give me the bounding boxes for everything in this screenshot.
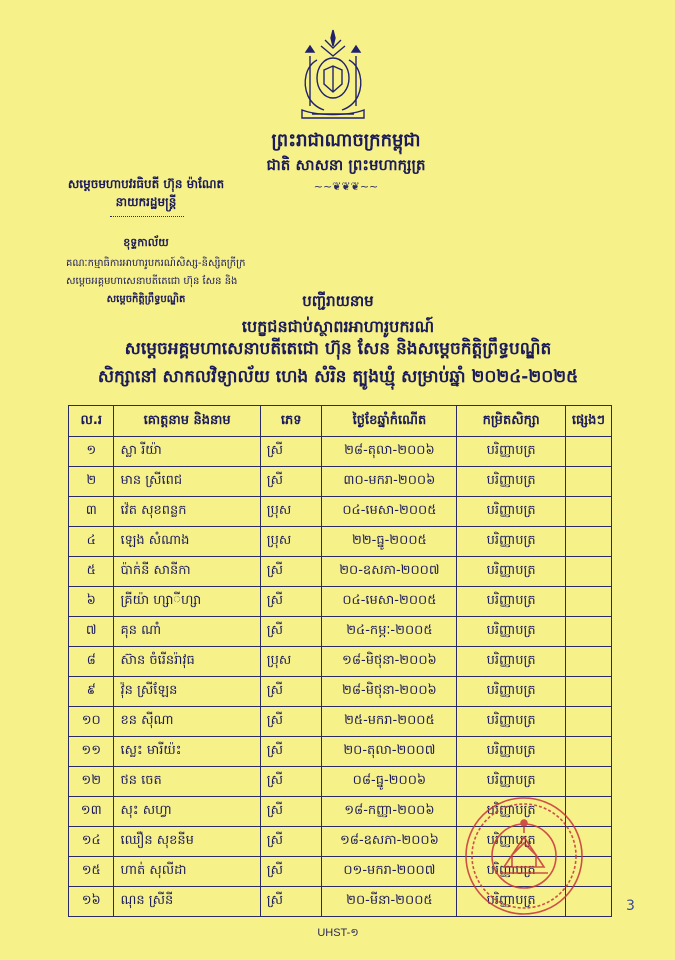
row-dob: ២០-ឧសភា-២០០៧ (322, 557, 457, 587)
footer-code: UHST-១ (317, 927, 359, 939)
row-level: បរិញ្ញាបត្រ (457, 887, 566, 917)
sender-committee: គណៈកម្មាធិការអាហារូបករណ៍សិស្ស-និស្សិតក្រីក្រ (66, 258, 246, 269)
row-dob: ១៨-មិថុនា-២០០៦ (322, 647, 457, 677)
table-row (69, 527, 612, 557)
document-title: បញ្ជីរាយនាម (302, 292, 374, 310)
row-number: ៦ (69, 587, 114, 617)
row-sex: ប្រុស (260, 497, 322, 527)
row-level: បរិញ្ញាបត្រ (457, 527, 566, 557)
document-subtitle: បេក្ខជនជាប់ស្ថាពរអាហារូបករណ៍ (241, 317, 435, 336)
table-row (69, 467, 612, 497)
row-sex: ស្រី (260, 857, 322, 887)
row-dob: ២៥-មករា-២០០៥ (322, 707, 457, 737)
row-number: ១៦ (69, 887, 114, 917)
row-dob: ២៨-មិថុនា-២០០៦ (322, 677, 457, 707)
sender-office: ខុទ្ទកាល័យ (123, 236, 169, 249)
row-number: ៩ (69, 677, 114, 707)
official-red-seal-icon (460, 793, 590, 919)
row-sex: ស្រី (260, 797, 322, 827)
row-level: បរិញ្ញាបត្រ (457, 737, 566, 767)
header-name: គោត្តនាម និងនាម (114, 406, 260, 437)
row-number: ៨ (69, 647, 114, 677)
row-other (565, 437, 611, 467)
row-level: បរិញ្ញាបត្រ (457, 437, 566, 467)
row-other (565, 707, 611, 737)
row-name: ថន ចេត (114, 767, 260, 797)
sender-committee-line3: សម្តេចកិត្តិព្រឹទ្ធបណ្ឌិត (106, 294, 186, 305)
row-name: ស្លា រីយ៉ា (114, 437, 260, 467)
table-row (69, 617, 612, 647)
kingdom-title: ព្រះរាជាណាចក្រកម្ពុជា (271, 130, 421, 151)
row-sex: ស្រី (260, 677, 322, 707)
header-sex: ភេទ (260, 406, 322, 437)
row-level: បរិញ្ញាបត្រ (457, 827, 566, 857)
row-level: បរិញ្ញាបត្រ (457, 647, 566, 677)
row-number: ២ (69, 467, 114, 497)
table-row (69, 677, 612, 707)
row-level: បរិញ្ញាបត្រ (457, 587, 566, 617)
row-sex: ស្រី (260, 827, 322, 857)
row-sex: ស្រី (260, 767, 322, 797)
row-dob: ០១-មករា-២០០៧ (322, 857, 457, 887)
row-dob: ០៤-មេសា-២០០៥ (322, 587, 457, 617)
table-row (69, 767, 612, 797)
header-other: ផ្សេងៗ (565, 406, 611, 437)
row-other (565, 467, 611, 497)
sender-divider (110, 216, 184, 217)
table-row (69, 497, 612, 527)
row-sex: ស្រី (260, 437, 322, 467)
row-name: ប៉ាក់នី សានីកា (114, 557, 260, 587)
document-subtitle-line3: សិក្សានៅ សាកលវិទ្យាល័យ ហេង សំរិន ត្បូងឃ្មុំ សម្រាប់ឆ្នាំ ២០២៤-២០២៥ (97, 367, 579, 387)
row-name: មាន ស្រីពេជ (114, 467, 260, 497)
row-level: បរិញ្ញាបត្រ (457, 767, 566, 797)
row-other (565, 587, 611, 617)
row-name: គុន ណាំ (114, 617, 260, 647)
table-header-row (69, 406, 612, 437)
table-row (69, 587, 612, 617)
row-sex: ស្រី (260, 467, 322, 497)
row-level: បរិញ្ញាបត្រ (457, 857, 566, 887)
row-sex: ស្រី (260, 557, 322, 587)
row-name: ខន ស៊ីណា (114, 707, 260, 737)
row-dob: ២២-ធ្នូ-២០០៥ (322, 527, 457, 557)
row-name: ហាត់ សុលីដា (114, 857, 260, 887)
row-dob: ២៤-កម្ភៈ-២០០៥ (322, 617, 457, 647)
row-other (565, 497, 611, 527)
row-sex: ប្រុស (260, 527, 322, 557)
header-number: ល.រ (69, 406, 114, 437)
row-dob: ២៨-តុលា-២០០៦ (322, 437, 457, 467)
row-other (565, 617, 611, 647)
row-level: បរិញ្ញាបត្រ (457, 497, 566, 527)
row-sex: ប្រុស (260, 647, 322, 677)
row-level: បរិញ្ញាបត្រ (457, 617, 566, 647)
row-other (565, 737, 611, 767)
row-name: ឡេង សំណាង (114, 527, 260, 557)
row-dob: ០៤-មេសា-២០០៥ (322, 497, 457, 527)
row-number: ១២ (69, 767, 114, 797)
row-other (565, 647, 611, 677)
row-dob: ២០-មីនា-២០០៥ (322, 887, 457, 917)
table-row (69, 437, 612, 467)
table-row (69, 557, 612, 587)
header-dob: ថ្ងៃខែឆ្នាំកំណើត (322, 406, 457, 437)
header-level: កម្រិតសិក្សា (457, 406, 566, 437)
row-number: ៧ (69, 617, 114, 647)
row-number: ១៤ (69, 827, 114, 857)
row-other (565, 527, 611, 557)
row-name: ណុន ស្រីនី (114, 887, 260, 917)
row-sex: ស្រី (260, 707, 322, 737)
row-dob: ៣០-មករា-២០០៦ (322, 467, 457, 497)
row-sex: ស្រី (260, 617, 322, 647)
row-dob: ១៨-ឧសភា-២០០៦ (322, 827, 457, 857)
table-row (69, 707, 612, 737)
handwritten-page-mark: 3 (626, 898, 635, 914)
row-number: ១ (69, 437, 114, 467)
row-number: ១១ (69, 737, 114, 767)
table-row (69, 647, 612, 677)
row-name: ស៊ាន ចំរើនរ៉ាវុធ (114, 647, 260, 677)
row-level: បរិញ្ញាបត្រ (457, 797, 566, 827)
row-name: គ្រីយ៉ា ហ្សាីហ្សា (114, 587, 260, 617)
row-level: បរិញ្ញាបត្រ (457, 557, 566, 587)
row-number: ៣ (69, 497, 114, 527)
row-other (565, 767, 611, 797)
sender-position: នាយករដ្ឋមន្ត្រី (115, 195, 177, 209)
row-name: ស្លេះ មារីយ៉ះ (114, 737, 260, 767)
row-level: បរិញ្ញាបត្រ (457, 707, 566, 737)
row-sex: ស្រី (260, 887, 322, 917)
row-name: ឈឿន សុខនីម (114, 827, 260, 857)
row-name: សុះ សហ្វា (114, 797, 260, 827)
kingdom-motto: ជាតិ សាសនា ព្រះមហាក្សត្រ (266, 156, 426, 174)
row-sex: ស្រី (260, 587, 322, 617)
row-number: ៤ (69, 527, 114, 557)
row-name: វ៉ុន ស្រីឡែន (114, 677, 260, 707)
row-other (565, 557, 611, 587)
row-dob: ១៨-កញ្ញា-២០០៦ (322, 797, 457, 827)
royal-coat-of-arms-icon (288, 26, 378, 122)
row-number: ១៥ (69, 857, 114, 887)
document-subtitle-line2: សម្តេចអគ្គមហាសេនាបតីតេជោ ហ៊ុន សែន និងសម្តេចកិត្តិព្រឹទ្ធបណ្ឌិត (124, 339, 552, 359)
sender-name: សម្តេចមហាបវរធិបតី ហ៊ុន ម៉ាណែត (67, 177, 225, 191)
row-name: វ៉េត សុខពន្លក (114, 497, 260, 527)
row-number: ៥ (69, 557, 114, 587)
row-dob: ២០-តុលា-២០០៧ (322, 737, 457, 767)
row-sex: ស្រី (260, 737, 322, 767)
sender-committee-line2: សម្តេចអគ្គមហាសេនាបតីតេជោ ហ៊ុន សែន និង (66, 276, 238, 287)
row-other (565, 677, 611, 707)
row-number: ១៣ (69, 797, 114, 827)
ornament-divider: ~~❦❦❦~~ (313, 180, 379, 193)
table-row (69, 737, 612, 767)
row-level: បរិញ្ញាបត្រ (457, 677, 566, 707)
row-number: ១០ (69, 707, 114, 737)
row-dob: ០៨-ធ្នូ-២០០៦ (322, 767, 457, 797)
row-level: បរិញ្ញាបត្រ (457, 467, 566, 497)
